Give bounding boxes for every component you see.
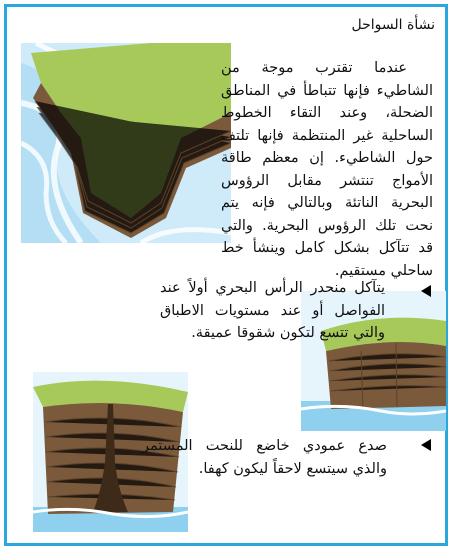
triangle-pointer-icon (421, 285, 431, 297)
triangle-pointer-icon (421, 439, 431, 451)
bullet-paragraph-2: صدع عمودي خاضع للنحت المستمر والذي سيتسع لاحقاً ليكون كهفا. (142, 438, 387, 477)
content-frame (4, 4, 448, 546)
bullet-paragraph-1: يتآكل منحدر الرأس البحري أولاً عند الفواصل أو عند مستويات الاطباق والتي تتسع لتكون شقوقا عميقة. (160, 280, 385, 341)
page-title: نشأة السواحل (351, 17, 435, 33)
main-paragraph: عندما تقترب موجة من الشاطيء فإنها تتباطأ في المناطق الضحلة، وعند التقاء الخطوط الساحلية غير المنتظمة فإنها تلتف حول الشاطيء. إن معظم طاقة الأمواج تنتشر مقابل الرؤوس البحرية الناتئة وبالتالي فإنه يتم نحت تلك الرؤوس البحرية. والتي قد تتآكل بشكل كامل وينشأ خط ساحلي مستقيم. (221, 60, 433, 279)
headland-illustration (21, 43, 231, 243)
